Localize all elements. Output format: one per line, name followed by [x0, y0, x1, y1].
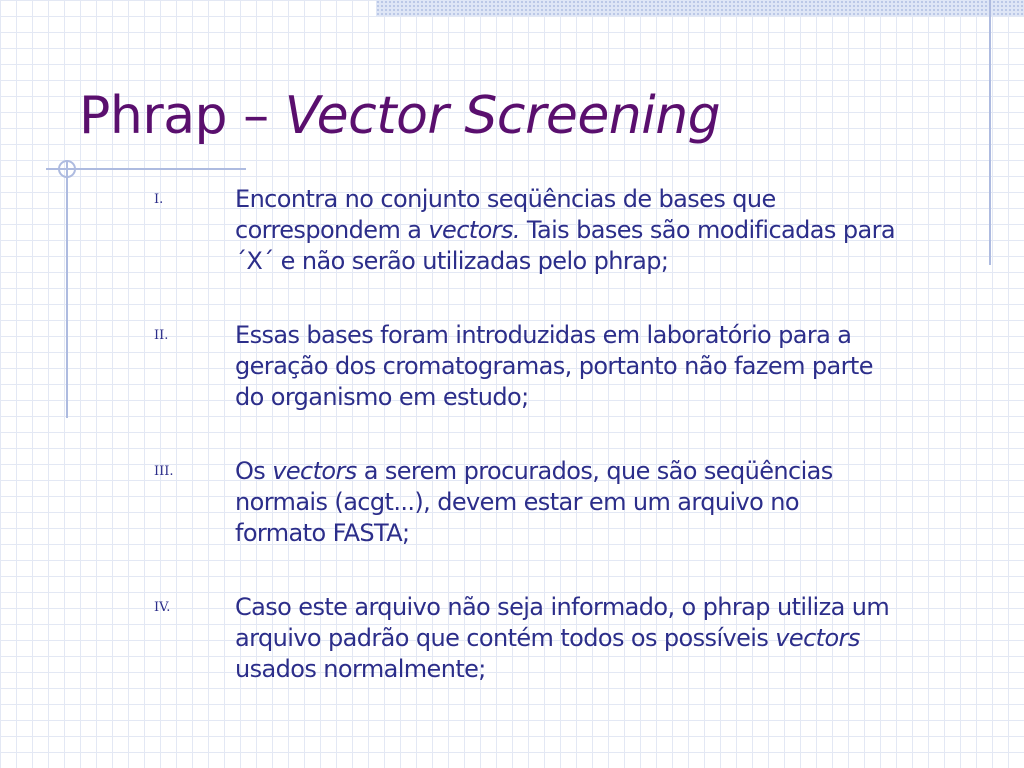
text-run: arquivo padrão que contém todos os possíveis: [235, 624, 776, 652]
italic-text-run: vectors: [775, 624, 860, 652]
text-run: Tais bases são modificadas para: [519, 216, 895, 244]
list-numeral: I.: [154, 192, 164, 207]
right-decorative-line: [989, 0, 991, 265]
text-run: geração dos cromatogramas, portanto não fazem parte: [235, 352, 873, 380]
text-run: normais (acgt...), devem estar em um arquivo no: [235, 488, 799, 516]
title-main: Phrap –: [79, 86, 285, 146]
text-run: usados normalmente;: [235, 655, 486, 683]
text-run: Caso este arquivo não seja informado, o phrap utiliza um: [235, 593, 890, 621]
top-decorative-band: [376, 0, 1024, 16]
list-numeral: II.: [154, 328, 169, 343]
left-decorative-line: [66, 160, 68, 418]
text-run: Os: [235, 457, 273, 485]
list-numeral: III.: [154, 464, 174, 479]
text-run: ´X´ e não serão utilizadas pelo phrap;: [235, 247, 669, 275]
italic-text-run: vectors.: [428, 216, 520, 244]
italic-text-run: vectors: [272, 457, 357, 485]
list-item-text: [235, 184, 965, 277]
title-italic: Vector Screening: [284, 86, 721, 146]
text-run: Essas bases foram introduzidas em laboratório para a: [235, 321, 852, 349]
text-run: do organismo em estudo;: [235, 383, 529, 411]
text-run: Encontra no conjunto seqüências de bases que: [235, 185, 776, 213]
text-run: a serem procurados, que são seqüências: [356, 457, 833, 485]
slide-title: [79, 86, 720, 146]
list-item-text: [235, 320, 965, 413]
text-run: correspondem a: [235, 216, 429, 244]
crosshair-circle-icon: [54, 156, 80, 182]
list-item-text: [235, 456, 965, 549]
text-run: formato FASTA;: [235, 519, 410, 547]
list-numeral: IV.: [154, 600, 171, 615]
list-item-text: [235, 592, 965, 685]
